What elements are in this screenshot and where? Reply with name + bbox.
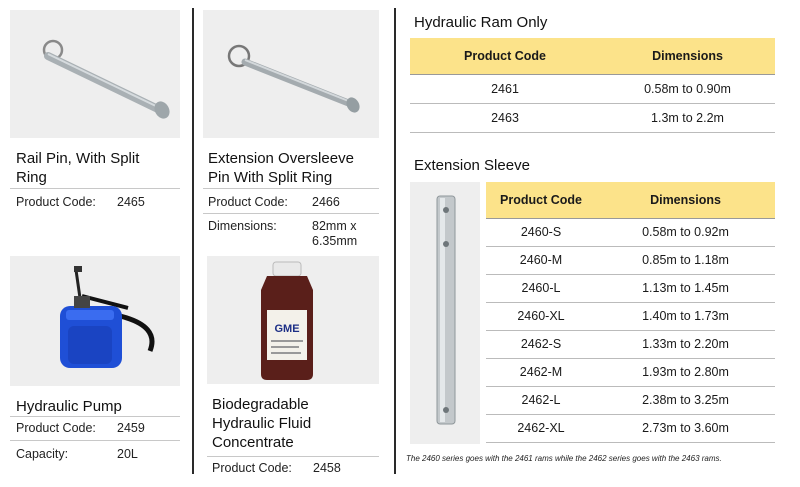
dimensions-cell: 1.3m to 2.2m [600,103,775,132]
title-line: Hydraulic Fluid [212,415,312,432]
product-code-cell: 2462-S [486,330,596,358]
title-line: Rail Pin, With Split [16,150,140,167]
hydraulic-pump-image [10,256,180,386]
divider [10,440,180,441]
dim-line: 6.35mm [312,234,358,248]
divider [10,188,180,189]
title-line: Concentrate [212,434,294,451]
rail-pin-image [10,10,180,138]
column-header: Product Code [486,182,596,218]
capacity-label: Capacity: [16,447,69,461]
table-row [486,358,775,386]
divider [203,188,379,189]
ram-table [410,38,775,133]
divider [207,456,379,457]
column-divider [192,8,194,474]
product-code-cell: 2462-XL [486,414,596,442]
oversleeve-pin-image [203,10,379,138]
product-code-value: 2465 [117,195,145,209]
product-code-cell: 2460-XL [486,302,596,330]
table-header-row [410,38,775,74]
column-header: Dimensions [596,182,775,218]
capacity-value: 20L [117,447,138,461]
dimensions-value [312,219,357,249]
dimensions-cell: 0.58m to 0.90m [600,74,775,103]
dimensions-cell: 1.33m to 2.20m [596,330,775,358]
product-code-cell: 2462-L [486,386,596,414]
hydraulic-pump-title: Hydraulic Pump [16,398,122,415]
table-row [486,246,775,274]
table-row [410,103,775,132]
dimensions-cell: 1.40m to 1.73m [596,302,775,330]
product-code-cell: 2461 [410,74,600,103]
table-header-row [486,182,775,218]
table-row [486,274,775,302]
dimensions-cell: 2.73m to 3.60m [596,414,775,442]
column-header: Dimensions [600,38,775,74]
sleeve-table-title: Extension Sleeve [414,157,530,174]
table-row [486,386,775,414]
table-row [486,330,775,358]
dimensions-cell: 1.93m to 2.80m [596,358,775,386]
dimensions-cell: 1.13m to 1.45m [596,274,775,302]
product-code-label: Product Code: [212,461,292,475]
dimensions-cell: 0.58m to 0.92m [596,218,775,246]
title-line: Extension Oversleeve [208,150,354,167]
product-code-label: Product Code: [208,195,288,209]
oversleeve-pin-title [208,149,354,187]
product-code-cell: 2463 [410,103,600,132]
fluid-bottle-image [207,256,379,384]
sleeve-table [486,182,775,443]
dimensions-label: Dimensions: [208,219,277,233]
product-code-value: 2458 [313,461,341,475]
product-code-value: 2459 [117,421,145,435]
product-code-label: Product Code: [16,421,96,435]
title-line: Pin With Split Ring [208,169,333,186]
product-code-label: Product Code: [16,195,96,209]
dim-line: 82mm x [312,219,357,233]
column-header: Product Code [410,38,600,74]
dimensions-cell: 0.85m to 1.18m [596,246,775,274]
divider [203,213,379,214]
product-code-value: 2466 [312,195,340,209]
bottle-logo-text: GME [274,323,300,335]
table-row [486,302,775,330]
product-code-cell: 2460-L [486,274,596,302]
series-footnote: The 2460 series goes with the 2461 rams while the 2462 series goes with the 2463 rams. [406,454,722,463]
rail-pin-title [16,149,139,187]
product-code-cell: 2460-S [486,218,596,246]
column-divider [394,8,396,474]
product-code-cell: 2462-M [486,358,596,386]
extension-sleeve-image [410,182,480,444]
divider [10,416,180,417]
product-code-cell: 2460-M [486,246,596,274]
table-row [486,414,775,442]
table-row [410,74,775,103]
title-line: Biodegradable [212,396,309,413]
title-line: Ring [16,169,47,186]
dimensions-cell: 2.38m to 3.25m [596,386,775,414]
fluid-title [212,395,311,452]
ram-table-title: Hydraulic Ram Only [414,14,548,31]
table-row [486,218,775,246]
